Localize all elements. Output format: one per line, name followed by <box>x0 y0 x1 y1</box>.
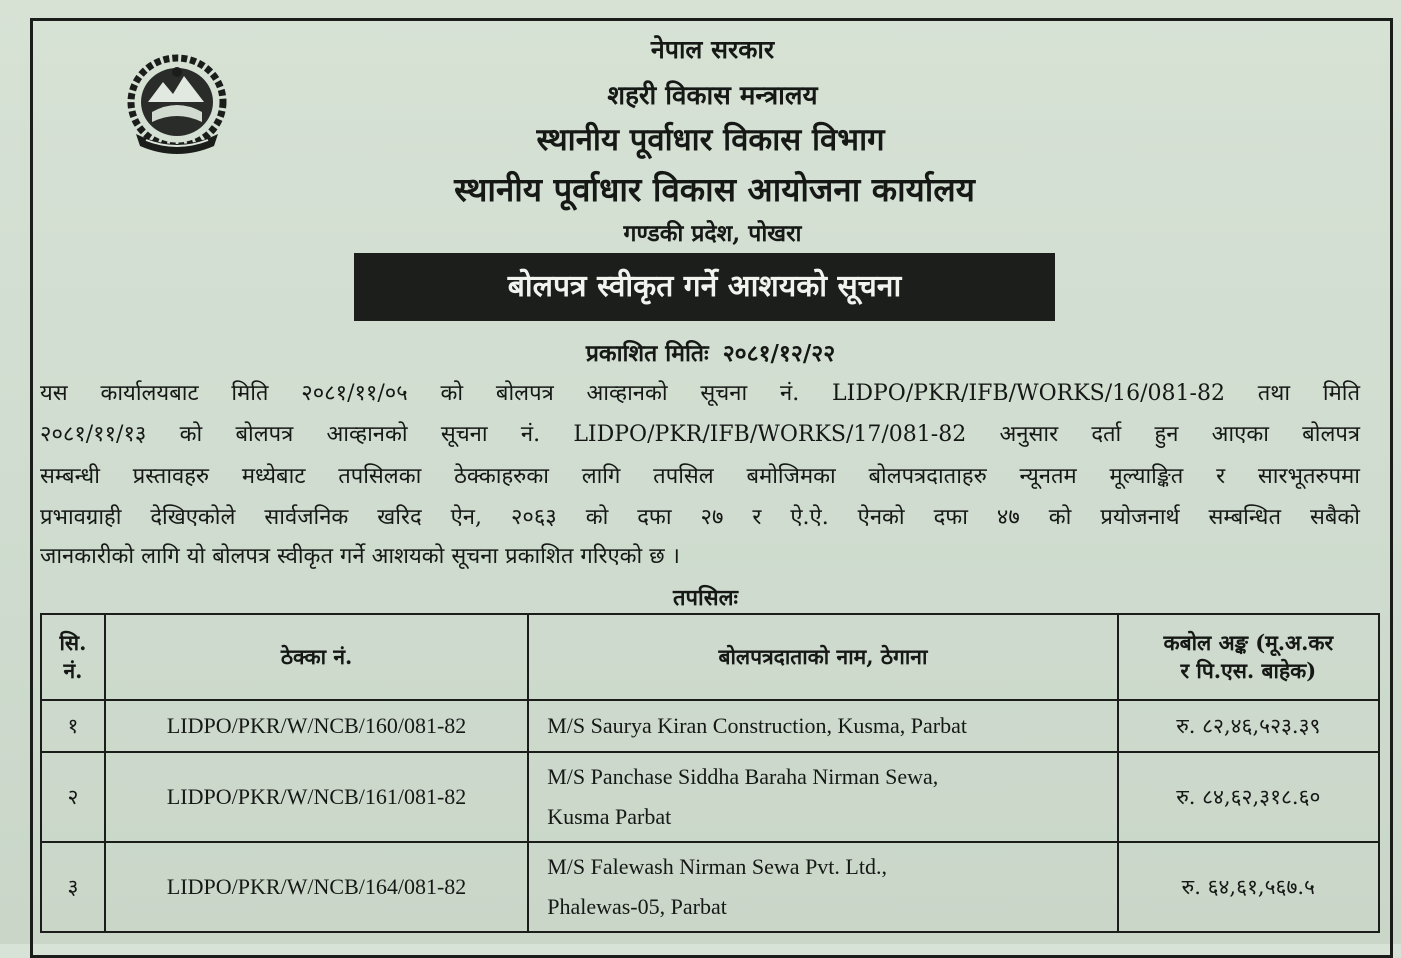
header-location: गण्डकी प्रदेश, पोखरा <box>623 220 802 247</box>
header-government: नेपाल सरकार <box>650 35 775 64</box>
table-header-row <box>41 614 1379 700</box>
published-date: २०८१/१२/२२ <box>722 340 836 367</box>
row-bidder-line2: Phalewas-05, Parbat <box>547 894 727 919</box>
body-line-4: प्रभावग्राही देखिएकोले सार्वजनिक खरिद ऐन, २०६३ को दफा २७ र ऐ.ऐ. ऐनको दफा ४७ को प्रयोजनार्थ सम्बन्धित सबैको <box>40 505 1360 530</box>
header-bidder <box>528 614 1117 700</box>
header-ministry: शहरी विकास मन्त्रालय <box>607 81 818 111</box>
row-sn: १ <box>41 700 105 752</box>
row-sn: २ <box>41 752 105 842</box>
row-amount: रु. ८४,६२,३१८.६० <box>1118 752 1379 842</box>
row-amount: रु. ८२,४६,५२३.३९ <box>1118 700 1379 752</box>
tender-table <box>40 613 1380 933</box>
table-row <box>41 842 1379 932</box>
published-date-line <box>0 336 1401 368</box>
details-label: तपसिलः <box>673 585 738 611</box>
row-bidder <box>528 842 1117 932</box>
row-bidder-line1: M/S Falewash Nirman Sewa Pvt. Ltd., <box>547 854 887 879</box>
published-label: प्रकाशित मितिः <box>585 340 709 367</box>
row-amount: रु. ६४,६१,५६७.५ <box>1118 842 1379 932</box>
header-department: स्थानीय पूर्वाधार विकास विभाग <box>536 122 885 158</box>
header-amount-line1: कबोल अङ्क (मू.अ.कर <box>1163 630 1334 655</box>
table-row <box>41 752 1379 842</box>
table-row <box>41 700 1379 752</box>
body-line-2: २०८१/११/१३ को बोलपत्र आव्हानको सूचना नं. LIDPO/PKR/IFB/WORKS/17/081-82 अनुसार दर्ता हुन आएका बोलपत्र <box>40 422 1360 447</box>
notice-title-banner: बोलपत्र स्वीकृत गर्ने आशयको सूचना <box>354 253 1055 321</box>
row-bidder-line1: M/S Panchase Siddha Baraha Nirman Sewa, <box>547 764 939 789</box>
header-serial-number <box>41 614 105 700</box>
header-sn-line2: नं. <box>63 658 83 683</box>
header-bidder-text: बोलपत्रदाताको नाम, ठेगाना <box>718 644 928 669</box>
row-sn: ३ <box>41 842 105 932</box>
header-sn-line1: सि. <box>59 630 87 655</box>
header-amount-line2: र पि.एस. बाहेक) <box>1180 658 1317 683</box>
header-amount <box>1118 614 1379 700</box>
row-bidder <box>528 752 1117 842</box>
row-contract-no: LIDPO/PKR/W/NCB/161/081-82 <box>105 752 528 842</box>
body-line-1: यस कार्यालयबाट मिति २०८१/११/०५ को बोलपत्र आव्हानको सूचना नं. LIDPO/PKR/IFB/WORKS/16/081-82 तथा मिति <box>40 381 1360 406</box>
row-bidder-line1: M/S Saurya Kiran Construction, Kusma, Parbat <box>547 713 968 738</box>
row-bidder-line2: Kusma Parbat <box>547 804 672 829</box>
row-contract-no: LIDPO/PKR/W/NCB/164/081-82 <box>105 842 528 932</box>
header-office: स्थानीय पूर्वाधार विकास आयोजना कार्यालय <box>454 170 975 209</box>
header-contract-no: ठेक्का नं. <box>105 614 528 700</box>
body-line-3: सम्बन्धी प्रस्तावहरु मध्येबाट तपसिलका ठेक्काहरुका लागि तपसिल बमोजिमका बोलपत्रदाताहरु न्यूनतम मूल्याङ्कित र सारभूतरुपमा <box>40 464 1360 489</box>
body-line-5: जानकारीको लागि यो बोलपत्र स्वीकृत गर्ने आशयको सूचना प्रकाशित गरिएको छ । <box>40 544 680 569</box>
row-contract-no: LIDPO/PKR/W/NCB/160/081-82 <box>105 700 528 752</box>
row-bidder <box>528 700 1117 752</box>
